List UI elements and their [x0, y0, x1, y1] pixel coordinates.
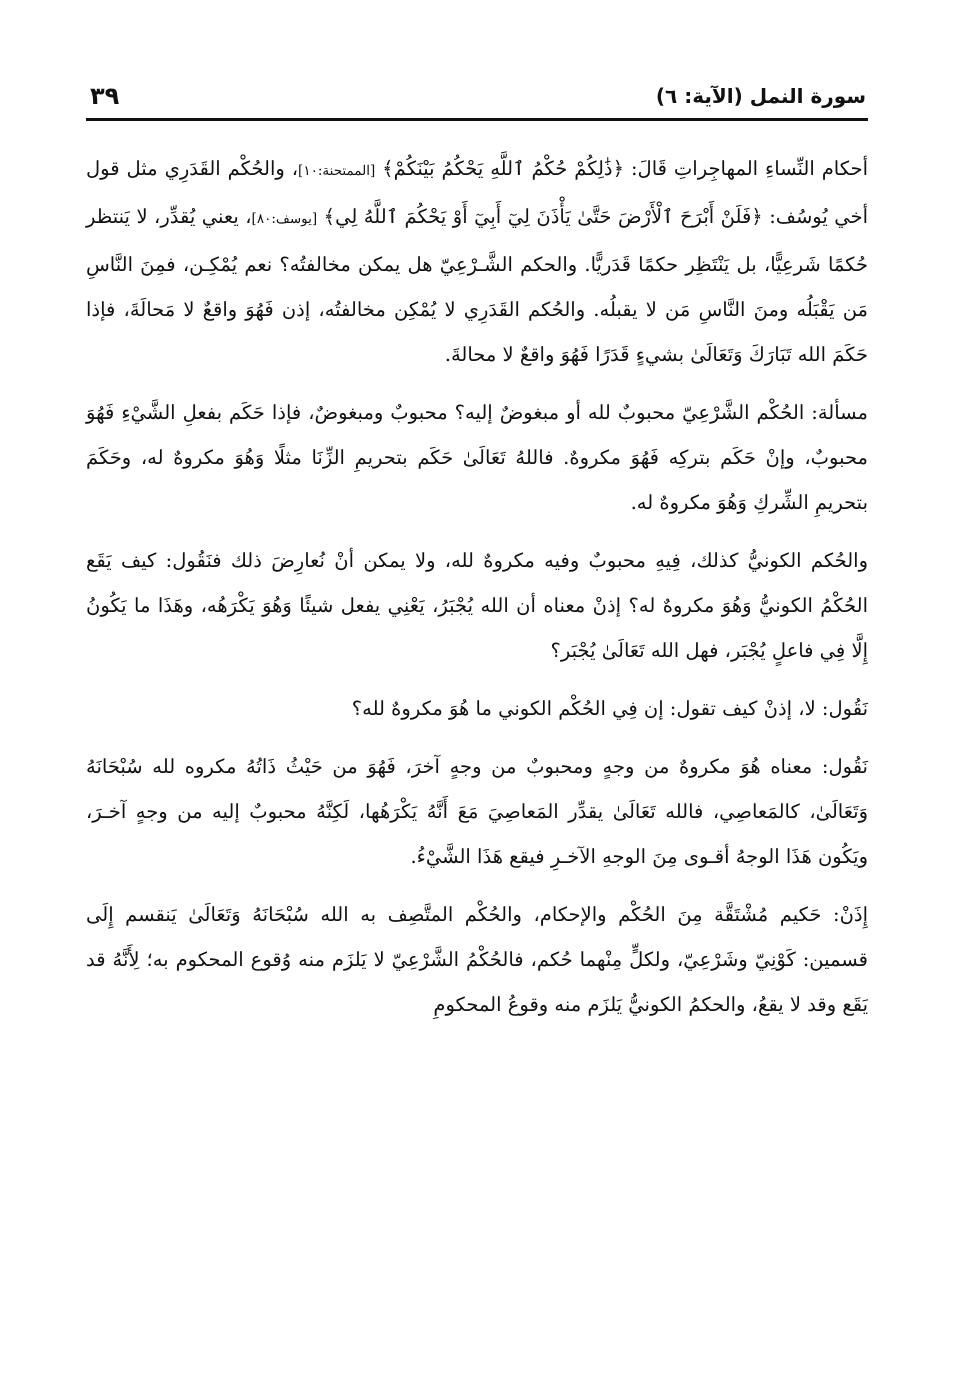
quran-reference-mumtahanah: [الممتحنة:١٠]: [298, 163, 376, 179]
quran-reference-yusuf: [يوسف:٨٠]: [251, 211, 318, 227]
running-title: سورة النمل (الآية: ٦): [655, 84, 866, 108]
page-header: [88, 78, 866, 118]
paragraph-3: والحُكم الكونيُّ كذلك، فِيهِ محبوبٌ وفيه مكروهٌ لله، ولا يمكن أنْ نُعارِضَ ذلك فنَقُول: كيف يَقَع الحُكْمُ الكونيُّ وَهُوَ مكروهٌ له؟ إذنْ معناه أن الله يُجْبَرُ، يَعْنِي يفعل شيئًا وَهُوَ يَكْرَهُه، وهَذَا ما يَكُونُ إِلَّا فِي فاعلٍ يُجْبَر، فهل الله تَعَالَىٰ يُجْبَر؟: [86, 549, 868, 662]
paragraph-1: [86, 146, 868, 377]
paragraph-1-part-1: أحكام النِّساءِ المهاجِراتِ قَالَ: ﴿ذَٰلِكُمْ حُكْمُ ٱللَّهِ يَحْكُمُ بَيْنَكُمْ﴾: [375, 157, 868, 180]
header-rule: [86, 118, 868, 121]
paragraph-1-part-3: ، يعني يُقدِّر، لا يَنتظر حُكمًا شَرعِيًّا، بل يَنْتَظِر حكمًا قَدَريًّا. والحكم الشَّـرْعِيّ هل يمكن مخالفتُه؟ نعم يُمْكِـن، فمِنَ النَّاسِ مَن يَقْبَلُه ومنَ النَّاسِ مَن لا يقبلُه. والحُكم القَدَرِي لا يُمْكِن مخالفتُه، إذن فَهُوَ واقعٌ لا مَحالَةَ، فإذا حَكَمَ الله تَبَارَكَ وَتَعَالَىٰ بشيءٍ قَدَرًا فَهُوَ واقعٌ لا محالةَ.: [86, 205, 868, 366]
paragraph-6: إِذَنْ: حَكيم مُشْتَقَّة مِنَ الحُكْم والإحكام، والحُكْم المتَّصِف به الله سُبْحَانَهُ وَتَعَالَىٰ يَنقسم إِلَى قسمين: كَوْنِيّ وشَرْعِيّ، ولكلٍّ مِنْهما حُكم، فالحُكْمُ الشَّرْعِيّ لا يَلزَم منه وُقوع المحكوم به؛ لِأَنَّهُ قد يَقَع وقد لا يقعُ، والحكمُ الكونيُّ يَلزَم منه وقوعُ المحكومِ: [86, 903, 868, 1016]
body-text: [86, 146, 868, 1040]
page-number: ٣٩: [90, 82, 120, 110]
paragraph-4: نَقُول: لا، إذنْ كيف تقول: إن فِي الحُكْم الكوني ما هُوَ مكروهٌ لله؟: [351, 697, 868, 720]
paragraph-1-part-2: ، والحُكْم القَدَرِي مثل قول أخي يُوسُف: ﴿فَلَنْ أَبْرَحَ ٱلْأَرْضَ حَتَّىٰ يَأْذَنَ لِيٓ أَبِيٓ أَوْ يَحْكُمَ ٱللَّهُ لِي﴾: [86, 157, 869, 228]
paragraph-5: نَقُول: معناه هُوَ مكروهٌ من وجهٍ ومحبوبٌ من وجهٍ آخرَ، فَهُوَ من حَيْثُ ذَاتُهُ مكروه لله سُبْحَانَهُ وَتَعَالَىٰ، كالمَعاصِي، فالله تَعَالَىٰ يقدِّر المَعاصِيَ مَعَ أَنَّهُ يَكْرَهُها، لَكِنَّهُ محبوبٌ إليه من وجهٍ آخـرَ، ويَكُون هَذَا الوجهُ أقـوى مِنَ الوجهِ الآخـرِ فيقع هَذَا الشَّيْءُ.: [86, 755, 868, 868]
paragraph-2: مسألة: الحُكْم الشَّرْعِيّ محبوبٌ لله أو مبغوضٌ إليه؟ محبوبٌ ومبغوضٌ، فإذا حَكَم بفعلِ الشَّيْءِ فَهُوَ محبوبٌ، وإنْ حَكَم بتركِه فَهُوَ مكروهٌ. فاللهُ تَعَالَىٰ حَكَم بتحريمِ الزِّنَا مثلًا وَهُوَ مكروهٌ له، وحَكَمَ بتحريمِ الشِّركِ وَهُوَ مكروهٌ له.: [86, 401, 868, 514]
